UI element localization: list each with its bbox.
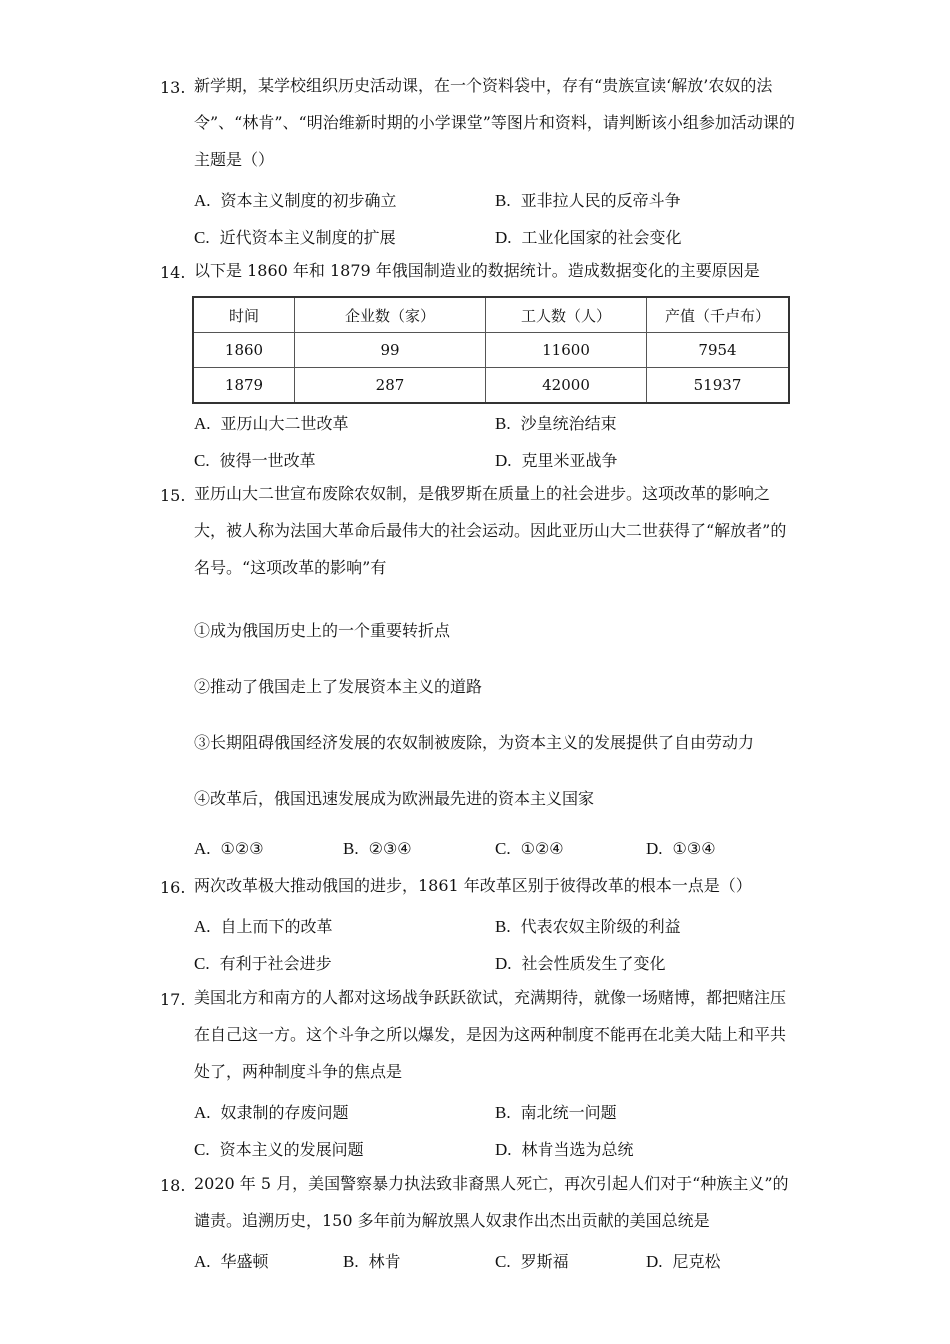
table-cell: 1860 (193, 333, 295, 368)
q16-option-c[interactable]: C. 有利于社会进步 (194, 954, 332, 973)
q18-option-c[interactable]: C. 罗斯福 (495, 1252, 569, 1271)
q17-option-b[interactable]: B. 南北统一问题 (495, 1103, 617, 1122)
q13-option-c[interactable]: C. 近代资本主义制度的扩展 (194, 228, 396, 247)
question-18 (160, 1176, 800, 1250)
table-header-cell: 企业数（家） (295, 297, 486, 333)
question-text: 亚历山大二世宣布废除农奴制，是俄罗斯在质量上的社会进步。这项改革的影响之大，被人称为法国大革命后最伟大的社会运动。因此亚历山大二世获得了“解放者”的名号。“这项改革的影响”有 (194, 484, 787, 577)
table-cell: 42000 (486, 368, 647, 404)
q18-option-b[interactable]: B. 林肯 (343, 1252, 401, 1271)
q17-option-c[interactable]: C. 资本主义的发展问题 (194, 1140, 364, 1159)
q14-option-b[interactable]: B. 沙皇统治结束 (495, 414, 617, 433)
statement-3: ③长期阻碍俄国经济发展的农奴制被废除，为资本主义的发展提供了自由劳动力 (194, 733, 755, 752)
q13-option-d[interactable]: D. 工业化国家的社会变化 (495, 228, 682, 247)
q18-option-a[interactable]: A. 华盛顿 (194, 1252, 269, 1271)
q17-option-d[interactable]: D. 林肯当选为总统 (495, 1140, 634, 1159)
q15-option-a[interactable]: A. ①②③ (194, 839, 264, 858)
question-13 (160, 78, 800, 189)
q16-option-a[interactable]: A. 自上而下的改革 (194, 917, 333, 936)
q15-option-d[interactable]: D. ①③④ (646, 839, 716, 858)
question-number: 16. (160, 878, 186, 897)
table-cell: 7954 (647, 333, 790, 368)
q13-option-b[interactable]: B. 亚非拉人民的反帝斗争 (495, 191, 681, 210)
statement-2: ②推动了俄国走上了发展资本主义的道路 (194, 677, 483, 696)
q14-option-a[interactable]: A. 亚历山大二世改革 (194, 414, 349, 433)
question-text: 两次改革极大推动俄国的进步，1861 年改革区别于彼得改革的根本一点是（） (194, 876, 752, 895)
question-text: 新学期，某学校组织历史活动课，在一个资料袋中，存有“贵族宣读‘解放’农奴的法令”、“林肯”、“明治维新时期的小学课堂”等图片和资料，请判断该小组参加活动课的主题是（） (194, 76, 795, 169)
statement-4: ④改革后，俄国迅速发展成为欧洲最先进的资本主义国家 (194, 789, 595, 808)
q17-option-a[interactable]: A. 奴隶制的存废问题 (194, 1103, 349, 1122)
statement-1: ①成为俄国历史上的一个重要转折点 (194, 621, 451, 640)
question-number: 14. (160, 263, 186, 282)
q13-option-a[interactable]: A. 资本主义制度的初步确立 (194, 191, 397, 210)
table-cell: 1879 (193, 368, 295, 404)
question-14 (160, 263, 800, 300)
table-header-cell: 产值（千卢布） (647, 297, 790, 333)
question-16 (160, 878, 800, 915)
table-cell: 11600 (486, 333, 647, 368)
question-text: 2020 年 5 月，美国警察暴力执法致非裔黑人死亡，再次引起人们对于“种族主义”的谴责。追溯历史，150 多年前为解放黑人奴隶作出杰出贡献的美国总统是 (194, 1174, 789, 1230)
question-number: 18. (160, 1176, 186, 1195)
question-number: 15. (160, 486, 186, 505)
table-row (193, 333, 789, 368)
q14-option-c[interactable]: C. 彼得一世改革 (194, 451, 316, 470)
question-number: 17. (160, 990, 186, 1009)
q15-option-b[interactable]: B. ②③④ (343, 839, 412, 858)
q16-option-d[interactable]: D. 社会性质发生了变化 (495, 954, 666, 973)
q14-option-d[interactable]: D. 克里米亚战争 (495, 451, 618, 470)
q18-option-d[interactable]: D. 尼克松 (646, 1252, 721, 1271)
data-table (192, 296, 790, 404)
table-header-cell: 时间 (193, 297, 295, 333)
q16-option-b[interactable]: B. 代表农奴主阶级的利益 (495, 917, 681, 936)
question-17 (160, 990, 800, 1101)
table-cell: 99 (295, 333, 486, 368)
table-header-cell: 工人数（人） (486, 297, 647, 333)
table-header-row (193, 297, 789, 333)
question-number: 13. (160, 78, 186, 97)
table-cell: 287 (295, 368, 486, 404)
question-text: 以下是 1860 年和 1879 年俄国制造业的数据统计。造成数据变化的主要原因是 (194, 261, 760, 280)
question-text: 美国北方和南方的人都对这场战争跃跃欲试，充满期待，就像一场赌博，都把赌注压在自己这一方。这个斗争之所以爆发，是因为这两种制度不能再在北美大陆上和平共处了，两种制度斗争的焦点是 (194, 988, 787, 1081)
table-row (193, 368, 789, 404)
q15-option-c[interactable]: C. ①②④ (495, 839, 564, 858)
question-15 (160, 486, 800, 597)
table-cell: 51937 (647, 368, 790, 404)
